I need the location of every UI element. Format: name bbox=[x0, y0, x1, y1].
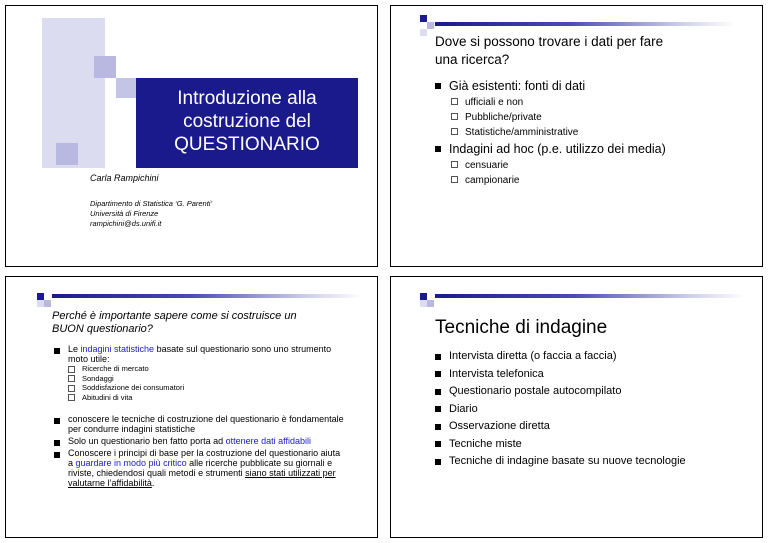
slide-4 bbox=[390, 276, 763, 538]
title-line: Dove si possono trovare i dati per fare bbox=[435, 34, 664, 49]
logo-square bbox=[37, 293, 44, 300]
bullet bbox=[54, 344, 344, 364]
sub-bullet: ufficiali e non bbox=[451, 95, 755, 110]
title-line: una ricerca? bbox=[435, 52, 510, 67]
text: . bbox=[151, 478, 155, 488]
title-line: Introduzione alla bbox=[177, 88, 317, 109]
bullet: Intervista telefonica bbox=[435, 367, 705, 381]
text: basate sul questionario sono uno strumento moto utile: bbox=[68, 344, 332, 364]
text: Le bbox=[68, 344, 81, 354]
title-line: BUON questionario? bbox=[52, 323, 153, 335]
deco-square bbox=[94, 56, 116, 78]
sub-bullet: Abitudini di vita bbox=[68, 393, 344, 403]
bullet: Tecniche di indagine basate su nuove tecnologie bbox=[435, 454, 705, 468]
header-bar bbox=[435, 22, 735, 26]
slide-3 bbox=[5, 276, 378, 538]
bullet bbox=[54, 414, 344, 434]
bullet bbox=[435, 141, 755, 158]
logo-square bbox=[420, 300, 427, 307]
bullet: Questionario postale autocompilato bbox=[435, 384, 705, 398]
bullet bbox=[54, 448, 344, 488]
bullet: Tecniche miste bbox=[435, 437, 705, 451]
author: Carla Rampichini bbox=[90, 173, 159, 183]
sub-bullet: Soddisfazione dei consumatori bbox=[68, 383, 344, 393]
slide-title bbox=[52, 310, 297, 336]
slide-2 bbox=[390, 5, 763, 267]
slide-title bbox=[435, 33, 663, 69]
sub-bullet: censuarie bbox=[451, 158, 755, 173]
logo-square bbox=[420, 293, 427, 300]
logo-square bbox=[427, 300, 434, 307]
link-modo-critico[interactable]: guardare in modo più critico bbox=[75, 458, 187, 468]
bullet: Diario bbox=[435, 402, 705, 416]
sub-bullet: campionarie bbox=[451, 173, 755, 188]
logo-square bbox=[37, 300, 44, 307]
text: Solo un questionario ben fatto porta ad bbox=[68, 436, 226, 446]
affiliation bbox=[90, 199, 212, 229]
content bbox=[435, 78, 755, 188]
slide-title: Tecniche di indagine bbox=[435, 317, 608, 338]
title-line: costruzione del bbox=[183, 111, 311, 132]
bullet-text: Già esistenti: fonti di dati bbox=[449, 79, 586, 93]
link-indagini[interactable]: indagini statistiche bbox=[80, 344, 155, 354]
sub-bullet: Pubbliche/private bbox=[451, 110, 755, 125]
header-bar bbox=[435, 294, 745, 298]
title-line: Perché è importante sapere come si costruisce un bbox=[52, 310, 297, 322]
sub-bullet: Sondaggi bbox=[68, 374, 344, 384]
sub-bullet: Ricerche di mercato bbox=[68, 364, 344, 374]
affiliation-line: Università di Firenze bbox=[90, 209, 159, 218]
bullet bbox=[435, 78, 755, 95]
logo-square bbox=[420, 29, 427, 36]
content bbox=[54, 344, 344, 488]
bullet-text: Indagini ad hoc (p.e. utilizzo dei media) bbox=[449, 142, 666, 156]
content bbox=[435, 349, 705, 468]
affiliation-line: Dipartimento di Statistica ‘G. Parenti’ bbox=[90, 199, 213, 208]
text: Conoscere i principi di base per la costruzione del questionario aiuta a bbox=[68, 448, 341, 468]
slide-1 bbox=[5, 5, 378, 267]
deco-square bbox=[116, 78, 136, 98]
underlined-text: siano stati utilizzati per valutarne l’affidabilità bbox=[68, 468, 336, 488]
text: conoscere le tecniche di costruzione del questionario è fondamentale per condurre indagini statistiche bbox=[68, 414, 344, 434]
logo-square bbox=[44, 300, 51, 307]
deco-square bbox=[56, 143, 78, 165]
logo-square bbox=[427, 22, 434, 29]
bullet: Intervista diretta (o faccia a faccia) bbox=[435, 349, 705, 363]
sub-bullet: Statistiche/amministrative bbox=[451, 125, 755, 140]
title-text bbox=[136, 87, 358, 156]
header-bar bbox=[52, 294, 362, 298]
affiliation-line: rampichini@ds.unifi.it bbox=[90, 219, 162, 228]
bullet bbox=[54, 436, 344, 446]
logo-square bbox=[420, 15, 427, 22]
bullet: Osservazione diretta bbox=[435, 419, 705, 433]
text: alle ricerche pubblicate su giornali e riviste, chiedendosi quali metodi e strumenti bbox=[68, 458, 333, 478]
link-dati-affidabili[interactable]: ottenere dati affidabili bbox=[225, 436, 312, 446]
title-line: QUESTIONARIO bbox=[174, 134, 320, 155]
